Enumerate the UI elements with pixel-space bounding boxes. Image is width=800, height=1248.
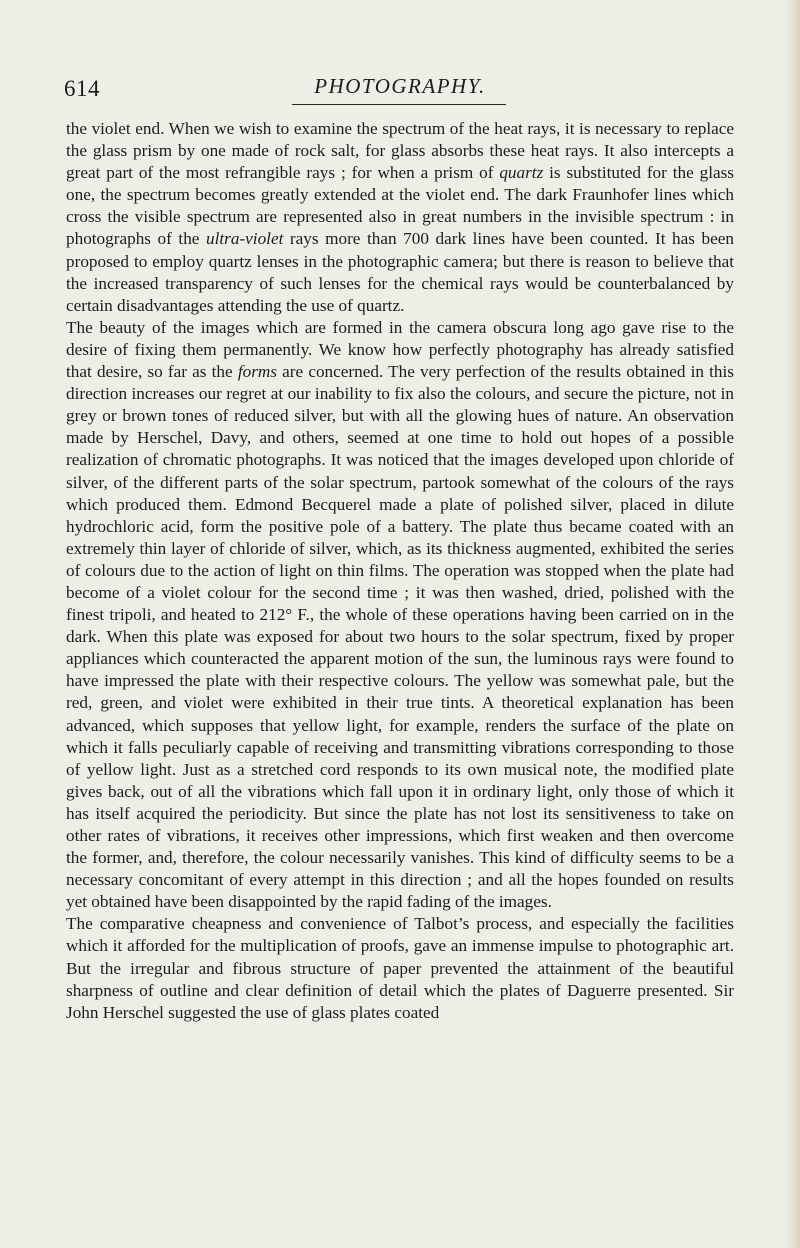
text-segment: are concerned. The very perfection of the results obtained in this direction increases our regret at our inability to fix also the colours, and secure the picture, not in grey or brown tones of reduced silver, but with all the glowing hues of nature. An observation made by Herschel, Davy, and others, seemed at one time to hold out hopes of a possible realization of chromatic photographs. It was noticed that the images developed upon chloride of silver, of the different parts of the solar spectrum, partook somewhat of the colours of the rays which produced them. Edmond Becquerel made a plate of polished silver, placed in dilute hydrochloric acid, form the positive pole of a battery. The plate thus became coated with an extremely thin layer of chloride of silver, which, as its thickness augmented, exhibited the series of colours due to the action of light on thin films. The operation was stopped when the plate had become of a violet colour for the second time ; it was then washed, dried, polished with the finest tripoli, and heated to 212° F., the whole of these operations having been carried on in the dark. When this plate was exposed for about two hours to the solar spectrum, fixed by proper appliances which counteracted the apparent motion of the sun, the luminous rays were found to have impressed the plate with their respective colours. The yellow was somewhat pale, but the red, green, and violet were exhibited in their true tints. A theoretical explanation has been advanced, which supposes that yellow light, for example, renders the surface of the plate on which it falls peculiarly capable of receiving and transmitting vibrations corresponding to those of yellow light. Just as a stretched cord responds to its own musical note, the modified plate gives back, out of all the vibrations which fall upon it in ordinary light, only those of which it has itself acquired the periodicity. But since the plate has not lost its sensitiveness to take on other rates of vibrations, it receives other impressions, which first weaken and then overcome the former, and, therefore, the colour necessarily vanishes. This kind of difficulty seems to be a necessary concomitant of every attempt in this direction ; and all the hopes founded on results yet obtained have been disappointed by the rapid fading of the images. [66, 362, 734, 912]
paragraph [66, 913, 734, 1023]
body-text [66, 118, 734, 1024]
italic-term-quartz: quartz [499, 163, 544, 183]
italic-term-forms: forms [237, 362, 277, 382]
header-rule [292, 104, 506, 105]
italic-term-ultra-violet: ultra-violet [206, 229, 284, 249]
paragraph [66, 118, 734, 317]
page-header [64, 72, 736, 112]
text-segment: The comparative cheapness and convenience of Talbot’s process, and especially the facilities which it afforded for the multiplication of proofs, gave an immense impulse to photographic art. But the irregular and fibrous structure of paper prevented the attainment of the beautiful sharpness of outline and clear definition of detail which the plates of Daguerre presented. Sir John Herschel suggested the use of glass plates coated [66, 914, 734, 1022]
page-number: 614 [64, 76, 100, 101]
text-segment: rays more than 700 dark lines have been counted. It has been proposed to employ quartz lenses in the photographic camera; but there is reason to believe that the increased transparency of such lenses for the chemical rays would be counterbalanced by certain disadvantages attending the use of quartz. [66, 229, 734, 315]
text-segment: is substituted for the glass one, the spectrum becomes greatly extended at the violet end. The dark Fraunhofer lines which cross the visible spectrum are represented also in great numbers in the invisible spectrum : in photographs of the [66, 163, 734, 249]
text-segment: The beauty of the images which are formed in the camera obscura long ago gave rise to the desire of fixing them permanently. We know how perfectly photography has already satisfied that desire, so far as the [66, 317, 734, 382]
running-title: PHOTOGRAPHY. [314, 74, 486, 98]
page-edge-shading [786, 0, 800, 1248]
text-segment: the violet end. When we wish to examine the spectrum of the heat rays, it is necessary to replace the glass prism by one made of rock salt, for glass absorbs these heat rays. It also intercepts a great part of the most refrangible rays ; for when a prism of [66, 119, 734, 183]
paragraph [66, 317, 734, 914]
